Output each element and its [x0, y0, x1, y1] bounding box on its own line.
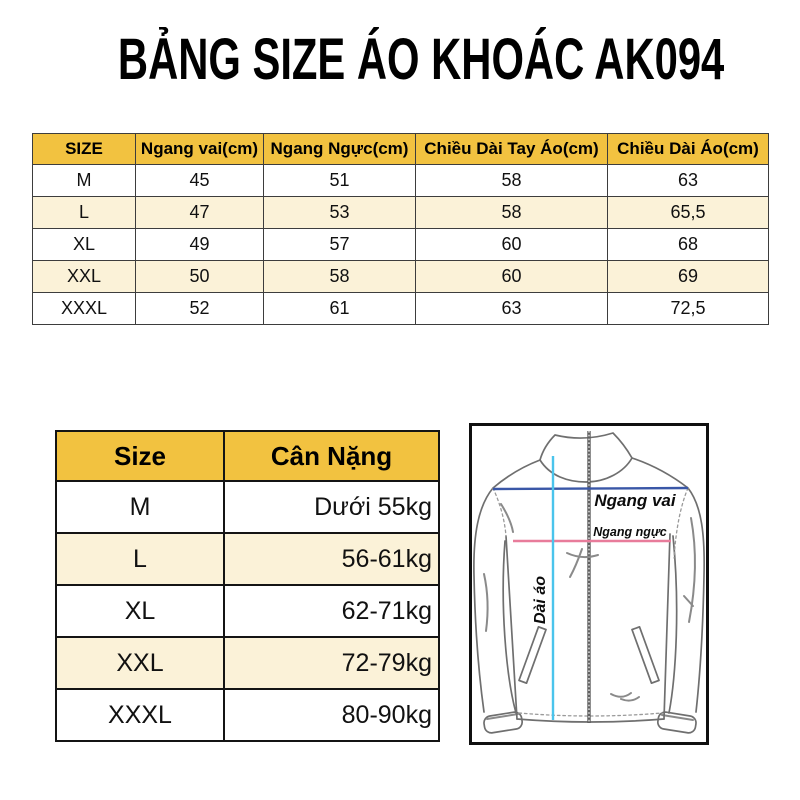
weight-value-cell: 72-79kg	[224, 637, 439, 689]
measurement-value-cell: 51	[264, 165, 416, 197]
size-label-cell: XXXL	[33, 293, 136, 325]
size-table-body	[33, 165, 769, 325]
size-table-row	[33, 261, 769, 293]
size-label-cell: L	[56, 533, 224, 585]
size-label-cell: M	[33, 165, 136, 197]
weight-table-row	[56, 481, 439, 533]
measurement-value-cell: 65,5	[608, 197, 769, 229]
measurement-value-cell: 69	[608, 261, 769, 293]
weight-table-row	[56, 689, 439, 741]
size-table-column-header: SIZE	[33, 134, 136, 165]
page-title: BẢNG SIZE ÁO KHOÁC AK094	[117, 27, 725, 92]
right-armhole-seam	[674, 488, 688, 558]
measurement-value-cell: 68	[608, 229, 769, 261]
weight-value-cell: 62-71kg	[224, 585, 439, 637]
size-table-head-row	[33, 134, 769, 165]
jacket-diagram-svg	[472, 426, 706, 742]
measurement-value-cell: 58	[416, 165, 608, 197]
size-label-cell: XXXL	[56, 689, 224, 741]
weight-table-body	[56, 481, 439, 741]
measurement-value-cell: 61	[264, 293, 416, 325]
jacket-right-sleeve	[669, 488, 704, 713]
measurement-value-cell: 47	[136, 197, 264, 229]
size-label-cell: XL	[33, 229, 136, 261]
jacket-collar	[540, 433, 632, 460]
measurement-value-cell: 57	[264, 229, 416, 261]
size-table-row	[33, 293, 769, 325]
size-table-column-header: Chiều Dài Tay Áo(cm)	[416, 134, 608, 165]
left-pocket-welt	[519, 627, 546, 683]
right-pocket-welt	[632, 627, 659, 683]
weight-value-cell: Dưới 55kg	[224, 481, 439, 533]
size-measurements-table	[32, 133, 769, 325]
center-x-crease-1	[567, 553, 598, 557]
size-label-cell: XXL	[33, 261, 136, 293]
size-label-cell: M	[56, 481, 224, 533]
size-table-row	[33, 165, 769, 197]
measurement-value-cell: 60	[416, 229, 608, 261]
title-bar	[0, 28, 800, 93]
weight-table	[55, 430, 440, 742]
shoulder-measure-line	[493, 488, 688, 489]
left-armhole-seam	[493, 488, 506, 536]
left-shoulder-crease	[501, 504, 513, 532]
measurement-value-cell: 52	[136, 293, 264, 325]
center-x-crease-2	[570, 549, 582, 577]
size-label-cell: XXL	[56, 637, 224, 689]
measurement-value-cell: 58	[264, 261, 416, 293]
size-label-cell: XL	[56, 585, 224, 637]
weight-table-row	[56, 533, 439, 585]
measurement-value-cell: 63	[608, 165, 769, 197]
size-table-row	[33, 197, 769, 229]
shoulder-width-label: Ngang vai	[594, 491, 676, 510]
measurement-value-cell: 60	[416, 261, 608, 293]
measurement-value-cell: 63	[416, 293, 608, 325]
weight-table-column-header: Size	[56, 431, 224, 481]
measurement-value-cell: 49	[136, 229, 264, 261]
bottom-crease-2	[621, 697, 639, 701]
chest-width-label: Ngang ngực	[593, 525, 667, 539]
left-sleeve-crease	[484, 574, 488, 631]
measurement-value-cell: 50	[136, 261, 264, 293]
jacket-length-label: Dài áo	[532, 575, 549, 625]
weight-table-row	[56, 585, 439, 637]
size-table-column-header: Ngang Ngực(cm)	[264, 134, 416, 165]
measurement-value-cell: 45	[136, 165, 264, 197]
measurement-value-cell: 53	[264, 197, 416, 229]
weight-value-cell: 56-61kg	[224, 533, 439, 585]
size-table-column-header: Ngang vai(cm)	[136, 134, 264, 165]
weight-table-row	[56, 637, 439, 689]
weight-value-cell: 80-90kg	[224, 689, 439, 741]
jacket-diagram	[469, 423, 709, 745]
measurement-value-cell: 58	[416, 197, 608, 229]
measurement-value-cell: 72,5	[608, 293, 769, 325]
size-table-row	[33, 229, 769, 261]
bottom-crease-1	[611, 693, 631, 697]
weight-table-column-header: Cân Nặng	[224, 431, 439, 481]
size-table-column-header: Chiều Dài Áo(cm)	[608, 134, 769, 165]
size-label-cell: L	[33, 197, 136, 229]
weight-table-head-row	[56, 431, 439, 481]
